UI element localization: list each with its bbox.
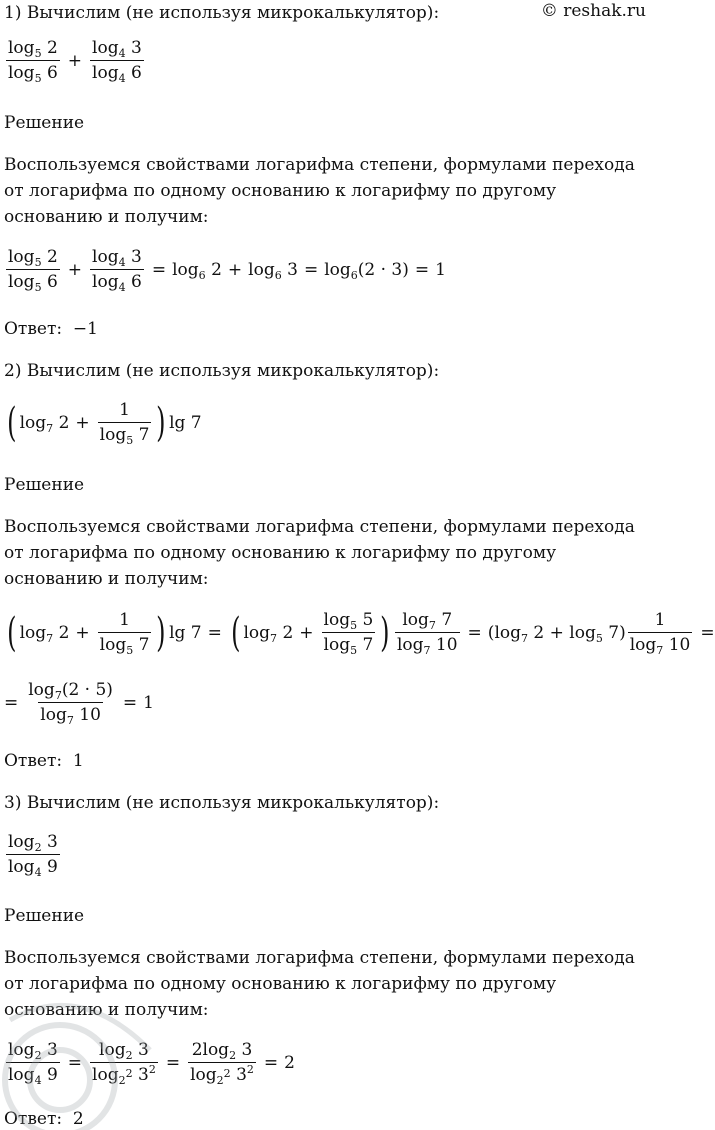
answer-1: Ответ: −1 bbox=[4, 319, 98, 339]
answer-3: Ответ: 2 bbox=[4, 1109, 84, 1129]
task-1-solution: $\frac{\log_5 2}{\log_5 6}$ + $\frac{\log_4 3}{\log_4 6}$ = $\log_6 2$ + $\log_6 3$ = $\log_6(2 \cdot 3)$ = 1 bbox=[8, 247, 446, 294]
task-1-expression: $\frac{\log_5 2}{\log_5 6}$ + $\frac{\log_4 3}{\log_4 6}$ bbox=[8, 38, 142, 85]
fraction: $\frac{\log_5 2}{\log_5 6}$ bbox=[8, 38, 58, 85]
solution-heading: Решение bbox=[4, 113, 85, 133]
task-2-solution-line-2: = $\frac{\log_7(2 \cdot 5)}{\log_7 10}$ = 1 bbox=[4, 680, 154, 727]
explanation: Воспользуемся свойствами логарифма степени, формулами перехода от логарифма по одному основанию к логарифму по другому основанию и получим: bbox=[4, 948, 635, 1020]
watermark-logo bbox=[0, 990, 170, 1130]
task-3-expression: $\frac{\log_2 3}{\log_4 9}$ bbox=[8, 832, 58, 879]
explanation: Воспользуемся свойствами логарифма степени, формулами перехода от логарифма по одному основанию к логарифму по другому основанию и получим: bbox=[4, 155, 635, 227]
fraction: $\frac{\log_4 3}{\log_4 6}$ bbox=[92, 38, 142, 85]
solution-heading: Решение bbox=[4, 475, 85, 495]
task-2-expression: ( $\log_7 2$ + $\frac{1}{\log_5 7}$ ) lg 7 bbox=[7, 399, 202, 447]
task-2-solution-line-1: ( $\log_7 2$ + $\frac{1}{\log_5 7}$ ) lg 7 = ( $\log_7 2$ + $\frac{\log_5 5}{\log_5 7}$ ) $\frac{\log_7 7}{\log_7 10}$ = ($\log_7$ $2 + \log_5 7$) $\frac{1}{\log_7 10}$ = bbox=[7, 609, 715, 657]
watermark: © reshak.ru bbox=[540, 1, 646, 21]
task-3-solution: $\frac{\log_2 3}{\log_4 9}$ = $\frac{\log_2 3}{\log_{2^2} 3^2}$ = $\frac{2\log_2 3}{\log_{2^2} 3^2}$ = 2 bbox=[8, 1040, 295, 1087]
task-3-heading: 3) Вычислим (не используя микрокалькулятор): bbox=[4, 793, 440, 813]
explanation: Воспользуемся свойствами логарифма степени, формулами перехода от логарифма по одному основанию к логарифму по другому основанию и получим: bbox=[4, 517, 635, 589]
task-2-heading: 2) Вычислим (не используя микрокалькулятор): bbox=[4, 361, 440, 381]
solution-heading: Решение bbox=[4, 906, 85, 926]
task-1-heading: 1) Вычислим (не используя микрокалькулятор): bbox=[4, 3, 440, 23]
answer-2: Ответ: 1 bbox=[4, 751, 84, 771]
